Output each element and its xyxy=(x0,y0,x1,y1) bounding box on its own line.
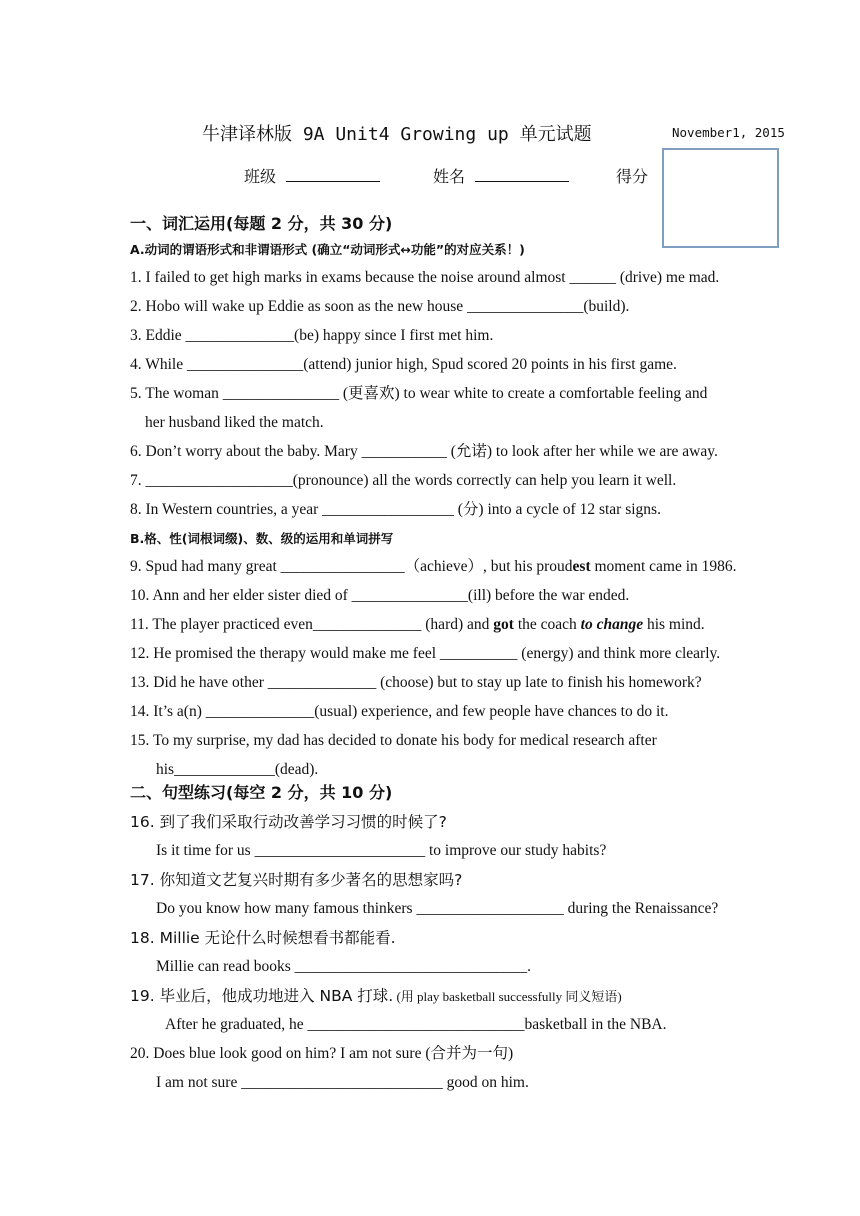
question-6: 6. Don’t worry about the baby. Mary ___________ (允诺) to look after her while we are away. xyxy=(130,443,718,460)
question-20-english: I am not sure __________________________ good on him. xyxy=(156,1074,529,1091)
score-box xyxy=(662,148,779,248)
name-field xyxy=(433,164,569,187)
part-a-heading: A.动词的谓语形式和非谓语形式 (确立“动词形式↔功能”的对应关系！) xyxy=(130,242,525,257)
question-2: 2. Hobo will wake up Eddie as soon as the new house _______________(build). xyxy=(130,298,630,315)
question-9-end: moment came in 1986. xyxy=(590,558,737,575)
question-17-english: Do you know how many famous thinkers ___________________ during the Renaissance? xyxy=(156,900,719,917)
question-9-bold-suffix: est xyxy=(572,558,591,575)
question-17-chinese: 17. 你知道文艺复兴时期有多少著名的思想家吗? xyxy=(130,871,463,889)
question-11-bold: got xyxy=(493,616,514,633)
class-label: 班级 xyxy=(244,167,277,186)
question-11-bold-italic: to change xyxy=(580,616,644,633)
section1-heading: 一、词汇运用(每题 2 分，共 30 分) xyxy=(130,214,393,233)
question-16-english: Is it time for us ______________________ to improve our study habits? xyxy=(156,842,607,859)
question-11-mid: the coach xyxy=(513,616,581,633)
name-label: 姓名 xyxy=(433,167,466,186)
section2-heading: 二、句型练习(每空 2 分，共 10 分) xyxy=(130,783,393,802)
question-19-text: 19. 毕业后，他成功地进入 NBA 打球. xyxy=(130,987,394,1005)
question-9-text: 9. Spud had many great ________________（achieve）, but his proud xyxy=(130,558,573,575)
question-4: 4. While _______________(attend) junior high, Spud scored 20 points in his first game. xyxy=(130,356,677,373)
name-blank xyxy=(475,167,569,182)
question-18-english: Millie can read books ______________________________. xyxy=(156,958,531,975)
question-11-end: his mind. xyxy=(643,616,705,633)
question-8: 8. In Western countries, a year _________________ (分) into a cycle of 12 star signs. xyxy=(130,501,661,518)
exam-date: November1, 2015 xyxy=(672,125,785,140)
question-7: 7. ___________________(pronounce) all the words correctly can help you learn it well. xyxy=(130,472,677,489)
question-20-prompt: 20. Does blue look good on him? I am not sure (合并为一句) xyxy=(130,1045,514,1062)
question-10: 10. Ann and her elder sister died of _______________(ill) before the war ended. xyxy=(130,587,630,604)
question-19-chinese xyxy=(130,986,622,1007)
question-13: 13. Did he have other ______________ (choose) but to stay up late to finish his homework? xyxy=(130,674,702,691)
question-11-text: 11. The player practiced even______________ (hard) and xyxy=(130,616,494,633)
question-19-note: (用 play basketball successfully 同义短语) xyxy=(393,989,622,1004)
page-title: 牛津译林版 9A Unit4 Growing up 单元试题 xyxy=(202,124,592,145)
question-3: 3. Eddie ______________(be) happy since I first met him. xyxy=(130,327,494,344)
class-blank xyxy=(286,167,380,182)
question-1: 1. I failed to get high marks in exams because the noise around almost ______ (drive) me mad. xyxy=(130,269,720,286)
question-14: 14. It’s a(n) ______________(usual) experience, and few people have chances to do it. xyxy=(130,703,669,720)
question-11 xyxy=(130,615,705,635)
question-5-continued: her husband liked the match. xyxy=(145,414,324,431)
question-12: 12. He promised the therapy would make me feel __________ (energy) and think more clearly. xyxy=(130,645,721,662)
question-19-english: After he graduated, he ____________________________basketball in the NBA. xyxy=(165,1016,667,1033)
part-b-heading: B.格、性(词根词缀)、数、级的运用和单词拼写 xyxy=(130,531,394,546)
question-5: 5. The woman _______________ (更喜欢) to wear white to create a comfortable feeling and xyxy=(130,385,708,402)
question-18-chinese: 18. Millie 无论什么时候想看书都能看. xyxy=(130,929,396,947)
score-label: 得分 xyxy=(616,167,649,186)
student-info-row xyxy=(0,164,660,188)
question-15: 15. To my surprise, my dad has decided to donate his body for medical research after xyxy=(130,732,657,749)
question-16-chinese: 16. 到了我们采取行动改善学习习惯的时候了? xyxy=(130,813,447,831)
class-field xyxy=(244,164,380,187)
question-9 xyxy=(130,557,737,577)
question-15-continued: his_____________(dead). xyxy=(156,761,319,778)
